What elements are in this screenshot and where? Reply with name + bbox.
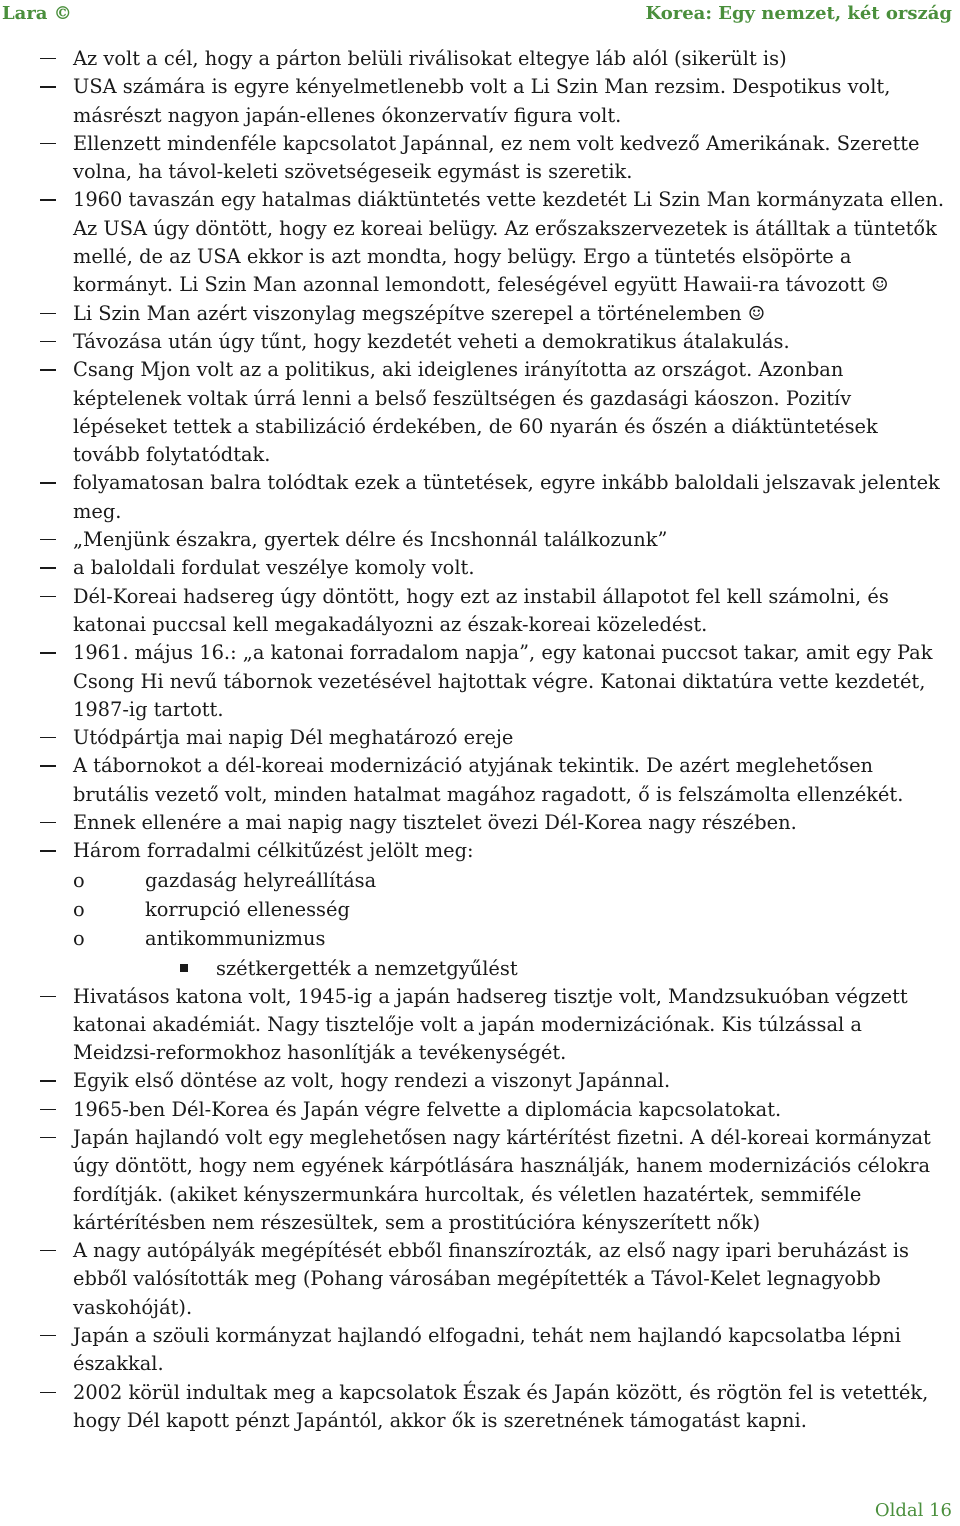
dash-bullet — [40, 737, 56, 738]
list-item-text: A nagy autópályák megépítését ebből finanszírozták, az első nagy ipari beruházást is ebből valósították meg (Pohang városában megépítették a Távol-Kelet legnagyobb vaskohóját). — [73, 1239, 909, 1319]
list-item — [0, 130, 960, 187]
dash-bullet — [40, 596, 56, 597]
list-item — [0, 639, 960, 724]
list-item — [0, 554, 960, 582]
list-item-text: „Menjünk északra, gyertek délre és Incshonnál találkozunk” — [73, 528, 668, 552]
header-author: Lara © — [2, 3, 72, 24]
list-item — [0, 983, 960, 1068]
list-item — [0, 1067, 960, 1095]
list-item-text: Li Szin Man azért viszonylag megszépítve szerepel a történelemben ☺ — [73, 301, 766, 325]
circle-bullet-icon: o — [73, 927, 85, 951]
list-item-text: 1965-ben Dél-Korea és Japán végre felvette a diplomácia kapcsolatokat. — [73, 1097, 782, 1121]
list-item — [0, 1237, 960, 1322]
circle-bullet-icon: o — [73, 897, 85, 921]
dash-bullet — [40, 1109, 56, 1110]
dash-bullet — [40, 1137, 56, 1138]
list-item-text: a baloldali fordulat veszélye komoly volt. — [73, 556, 475, 580]
list-item-text: Utódpártja mai napig Dél meghatározó ereje — [73, 726, 514, 750]
page-number: Oldal 16 — [874, 1500, 952, 1521]
square-bullet-icon — [180, 964, 188, 972]
list-item — [0, 526, 960, 554]
dash-bullet — [40, 369, 56, 370]
list-item — [0, 186, 960, 299]
dash-bullet — [40, 652, 56, 653]
dash-bullet — [40, 567, 56, 568]
list-item — [0, 45, 960, 73]
list-item — [0, 73, 960, 130]
list-item — [0, 837, 960, 865]
dash-bullet — [40, 1250, 56, 1251]
dash-bullet — [40, 1335, 56, 1336]
dash-bullet — [40, 539, 56, 540]
list-item — [0, 1096, 960, 1124]
dash-bullet — [40, 199, 56, 200]
list-item-text: Japán a szöuli kormányzat hajlandó elfogadni, tehát nem hajlandó kapcsolatba lépni északkal. — [73, 1324, 901, 1376]
sub-list-item — [0, 924, 960, 953]
dash-bullet — [40, 58, 56, 59]
list-item — [0, 752, 960, 809]
sub-sub-list-item-text: szétkergették a nemzetgyűlést — [216, 956, 518, 980]
dash-bullet — [40, 822, 56, 823]
sub-list-item — [0, 866, 960, 895]
list-item — [0, 1379, 960, 1436]
list-item-text: USA számára is egyre kényelmetlenebb volt a Li Szin Man rezsim. Despotikus volt, másrészt nagyon japán-ellenes ókonzervatív figura volt. — [73, 75, 891, 127]
list-item-text: 1961. május 16.: „a katonai forradalom napja”, egy katonai puccsot takar, amit egy Pak Csong Hi nevű tábornok vezetésével hajtottak végre. Katonai diktatúra vette kezdetét, 1987-ig tartott. — [73, 641, 933, 721]
list-item-text: Csang Mjon volt az a politikus, aki ideiglenes irányította az országot. Azonban képtelenek voltak úrrá lenni a belső feszültségen és gazdasági káoszon. Pozitív lépéseket tettek a stabilizáció érdekében, de 60 nyarán és őszén a diáktüntetések tovább folytatódtak. — [73, 358, 878, 467]
sub-list-item-text: antikommunizmus — [145, 927, 326, 951]
list-item — [0, 356, 960, 469]
list-item-text: Dél-Koreai hadsereg úgy döntött, hogy ezt az instabil állapotot fel kell számolni, és katonai puccsal kell megakadályozni az észak-koreai közeledést. — [73, 584, 889, 636]
dash-bullet — [40, 482, 56, 483]
sub-list-item-text: korrupció ellenesség — [145, 897, 350, 921]
list-item-text: 1960 tavaszán egy hatalmas diáktüntetés vette kezdetét Li Szin Man kormányzata ellen. Az USA úgy döntött, hogy ez koreai belügy. Az erőszakszervezetek is átálltak a tüntetők mellé, de az USA ekkor is azt mondta, hogy belügy. Ergo a tüntetés elsöpörte a kormányt. Li Szin Man azonnal lemondott, feleségével együtt Hawaii-ra távozott ☺ — [73, 188, 945, 297]
sub-list-item — [0, 895, 960, 924]
list-item — [0, 1124, 960, 1237]
list-item-text: Távozása után úgy tűnt, hogy kezdetét veheti a demokratikus átalakulás. — [73, 329, 790, 353]
dash-bullet — [40, 1080, 56, 1081]
list-item-text: Japán hajlandó volt egy meglehetősen nagy kártérítést fizetni. A dél-koreai kormányzat úgy döntött, hogy nem egyének kárpótlására használják, hanem modernizációs célokra fordítják. (akiket kényszermunkára hurcoltak, és véletlen hazatértek, semmiféle kártérítésben nem részesültek, sem a prostitúcióra kényszerített nők) — [73, 1125, 931, 1234]
sub-sub-list-item — [0, 954, 960, 983]
list-item — [0, 469, 960, 526]
header-title: Korea: Egy nemzet, két ország — [645, 3, 952, 24]
list-item — [0, 328, 960, 356]
dash-bullet — [40, 143, 56, 144]
list-item — [0, 809, 960, 837]
list-item-text: A tábornokot a dél-koreai modernizáció atyjának tekintik. De azért meglehetősen brutális vezető volt, minden hatalmat magához ragadott, ő is felszámolta ellenzékét. — [73, 754, 904, 806]
dash-bullet — [40, 765, 56, 766]
dash-bullet — [40, 850, 56, 851]
list-item-text: Az volt a cél, hogy a párton belüli riválisokat eltegye láb alól (sikerült is) — [73, 47, 787, 70]
dash-bullet — [40, 313, 56, 314]
dash-bullet — [40, 1392, 56, 1393]
list-item-text: Ennek ellenére a mai napig nagy tisztelet övezi Dél-Korea nagy részében. — [73, 811, 797, 835]
list-item-text: Egyik első döntése az volt, hogy rendezi a viszonyt Japánnal. — [73, 1069, 671, 1093]
list-item-text: 2002 körül indultak meg a kapcsolatok Észak és Japán között, és rögtön fel is vetették, hogy Dél kapott pénzt Japántól, akkor ők is szeretnének támogatást kapni. — [73, 1380, 929, 1432]
page-header — [2, 3, 952, 29]
list-item — [0, 300, 960, 328]
list-item-text: Három forradalmi célkitűzést jelölt meg: — [73, 839, 474, 863]
document-body — [0, 45, 960, 1435]
dash-bullet — [40, 341, 56, 342]
list-item — [0, 583, 960, 640]
list-item — [0, 724, 960, 752]
dash-bullet — [40, 996, 56, 997]
list-item-text: folyamatosan balra tolódtak ezek a tüntetések, egyre inkább baloldali jelszavak jelentek meg. — [73, 471, 940, 523]
dash-bullet — [40, 86, 56, 87]
list-item-text: Ellenzett mindenféle kapcsolatot Japánnal, ez nem volt kedvező Amerikának. Szerette volna, ha távol-keleti szövetségeseik egymást is szeretik. — [73, 131, 920, 184]
list-item-text: Hivatásos katona volt, 1945-ig a japán hadsereg tisztje volt, Mandzsukuóban végzett katonai akadémiát. Nagy tisztelője volt a japán modernizációnak. Kis túlzással a Meidzsi-reformokhoz hasonlítják a tevékenységét. — [73, 984, 908, 1065]
circle-bullet-icon: o — [73, 868, 85, 892]
sub-list-item-text: gazdaság helyreállítása — [145, 868, 377, 892]
list-item — [0, 1322, 960, 1379]
